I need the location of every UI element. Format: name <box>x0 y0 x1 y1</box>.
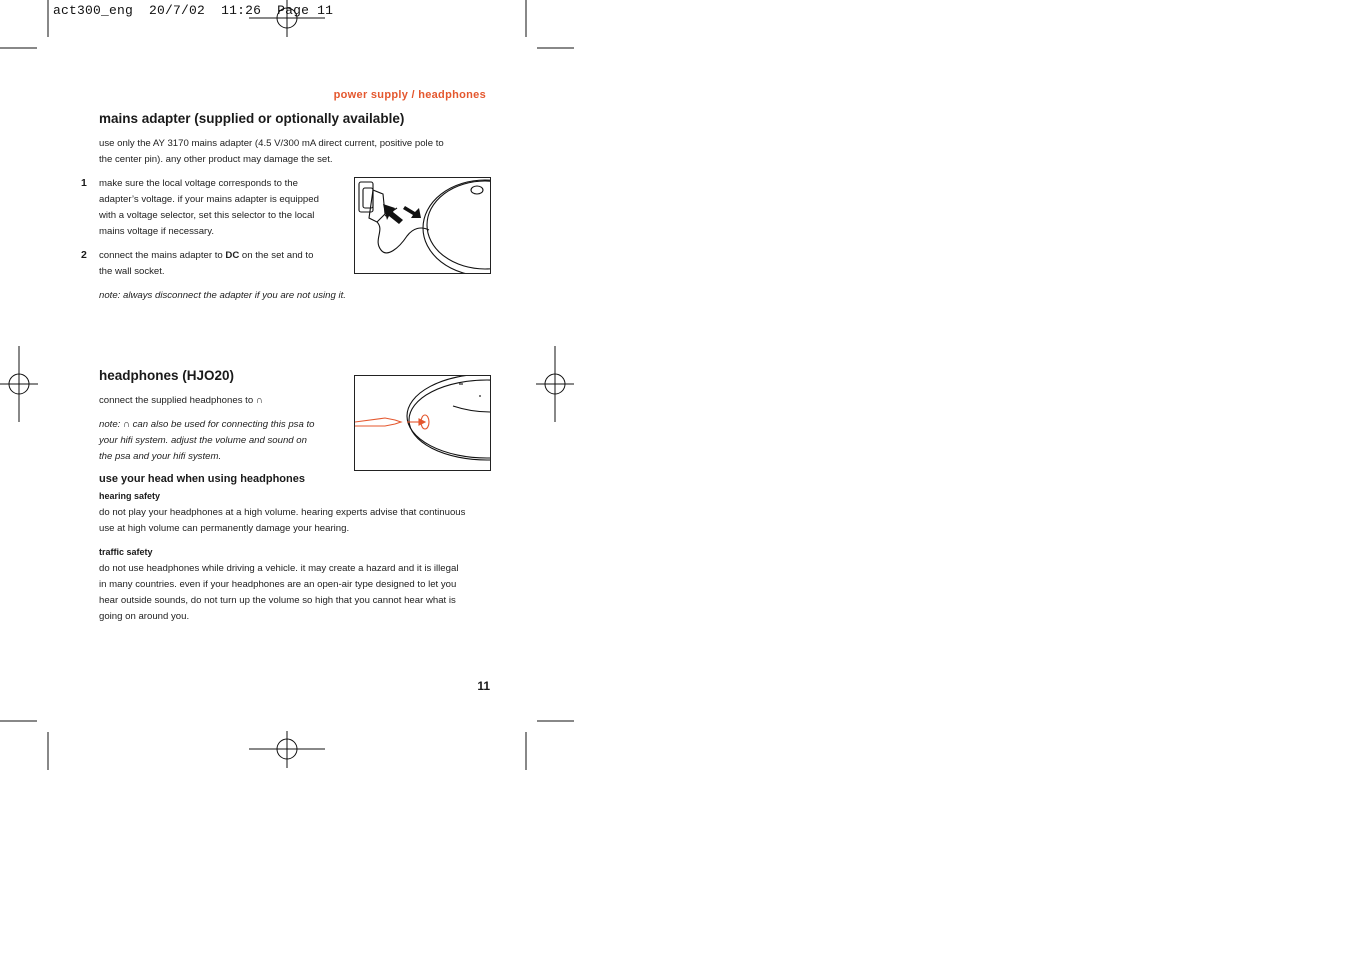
hearing-line: use at high volume can permanently damage your hearing. <box>99 523 350 534</box>
step-1-text <box>99 176 349 240</box>
step-2-pre: connect the mains adapter to <box>99 250 226 261</box>
step-number: 1 <box>81 177 87 189</box>
traffic-safety-text <box>99 561 509 625</box>
mains-note: note: always disconnect the adapter if you are not using it. <box>99 290 346 301</box>
mains-adapter-heading: mains adapter (supplied or optionally available) <box>99 111 405 126</box>
note-line-2: your hifi system. adjust the volume and sound on <box>99 435 307 446</box>
step-1-line: adapter’s voltage. if your mains adapter is equipped <box>99 194 319 205</box>
note-prefix: note: <box>99 419 121 430</box>
traffic-line: do not use headphones while driving a vehicle. it may create a hazard and it is illegal <box>99 563 459 574</box>
hearing-line: do not play your headphones at a high volume. hearing experts advise that continuous <box>99 507 466 518</box>
traffic-safety-heading: traffic safety <box>99 547 153 557</box>
safety-heading: use your head when using headphones <box>99 473 305 485</box>
page-number: 11 <box>477 679 490 693</box>
mains-intro-line: use only the AY 3170 mains adapter (4.5 V/300 mA direct current, positive pole to <box>99 138 444 149</box>
slug-line <box>53 3 333 18</box>
mains-intro-line: the center pin). any other product may damage the set. <box>99 154 333 165</box>
step-2-text <box>99 248 349 280</box>
headphones-heading: headphones (HJO20) <box>99 368 235 383</box>
slug-date: 20/7/02 <box>149 3 206 18</box>
mains-intro <box>99 136 499 168</box>
traffic-line: in many countries. even if your headphones are an open-air type designed to let you <box>99 579 457 590</box>
slug-file: act300_eng <box>53 3 134 18</box>
note-line-1: can also be used for connecting this psa to <box>132 419 315 430</box>
section-title: power supply / headphones <box>333 89 486 101</box>
headphones-icon: ∩ <box>255 395 263 406</box>
step-number: 2 <box>81 249 87 261</box>
hearing-safety-text <box>99 505 509 537</box>
headphone-jack-illustration <box>354 375 491 471</box>
note-line-3: the psa and your hifi system. <box>99 451 222 462</box>
headphones-note <box>99 417 349 465</box>
slug-page: Page 11 <box>277 3 334 18</box>
registration-mark-icon <box>0 346 38 422</box>
dc-label: DC <box>225 250 240 261</box>
headphones-connect <box>99 393 263 409</box>
mains-adapter-illustration <box>354 177 491 274</box>
traffic-line: hear outside sounds, do not turn up the volume so high that you cannot hear what is <box>99 595 456 606</box>
step-1-line: mains voltage if necessary. <box>99 226 214 237</box>
step-2-line: the wall socket. <box>99 266 165 277</box>
step-1-line: with a voltage selector, set this selector to the local <box>99 210 315 221</box>
hearing-safety-heading: hearing safety <box>99 491 161 501</box>
registration-mark-icon <box>249 731 325 768</box>
connect-text: connect the supplied headphones to <box>99 395 254 406</box>
step-2-post: on the set and to <box>239 250 314 261</box>
registration-mark-icon <box>536 346 574 422</box>
headphones-icon: ∩ <box>123 419 130 430</box>
step-1-line: make sure the local voltage corresponds to the <box>99 178 298 189</box>
slug-time: 11:26 <box>221 3 262 18</box>
traffic-line: going on around you. <box>99 611 190 622</box>
